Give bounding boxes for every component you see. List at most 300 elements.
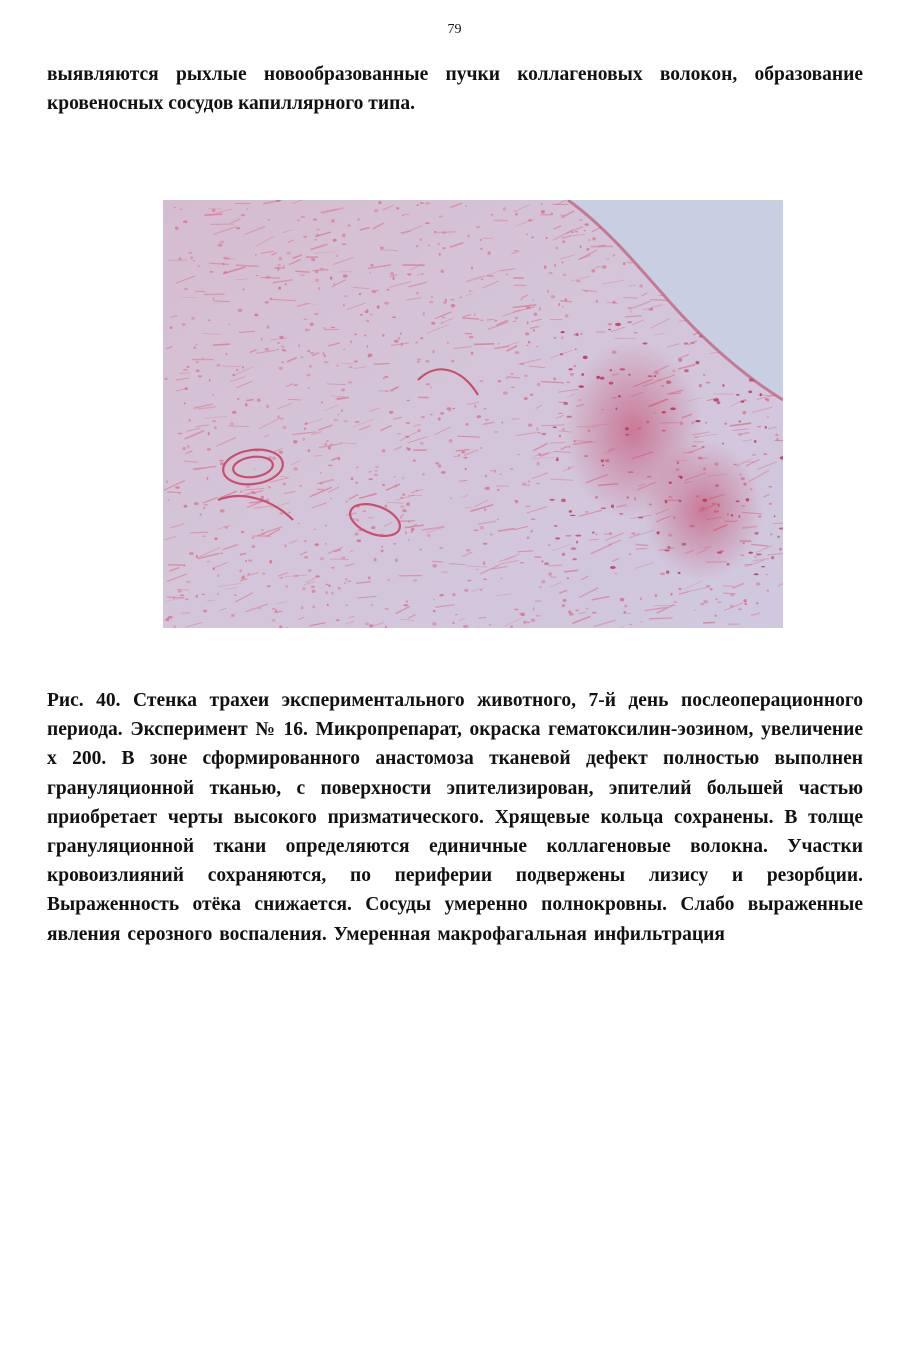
- stained-cell: [279, 611, 283, 613]
- stained-cell: [760, 393, 762, 396]
- stained-cell: [541, 580, 545, 583]
- stained-cell: [212, 209, 216, 212]
- stained-cell: [441, 322, 443, 324]
- stained-cell: [385, 626, 387, 628]
- stained-cell: [779, 548, 782, 551]
- stained-cell: [326, 584, 329, 585]
- stained-cell: [565, 314, 569, 317]
- stained-cell: [738, 433, 742, 436]
- stained-cell: [570, 373, 574, 376]
- stained-cell: [278, 287, 281, 290]
- stained-cell: [318, 287, 320, 290]
- stained-cell: [309, 365, 312, 368]
- stained-cell: [441, 270, 445, 273]
- stained-cell: [754, 556, 757, 558]
- stained-cell: [392, 277, 394, 280]
- stained-cell: [474, 405, 476, 408]
- stained-cell: [556, 457, 559, 460]
- stained-cell: [547, 290, 549, 293]
- stained-cell: [576, 541, 578, 544]
- stained-cell: [395, 484, 397, 487]
- stained-cell: [450, 299, 454, 300]
- stained-cell: [418, 429, 421, 432]
- stained-cell: [314, 529, 316, 530]
- stained-cell: [217, 593, 219, 596]
- stained-cell: [567, 577, 569, 579]
- stained-cell: [763, 453, 767, 455]
- stained-cell: [303, 319, 307, 321]
- stained-cell: [333, 283, 335, 284]
- stained-cell: [223, 256, 226, 258]
- stained-cell: [584, 290, 587, 292]
- stained-cell: [524, 397, 528, 400]
- stained-cell: [411, 492, 415, 493]
- stained-cell: [770, 533, 772, 536]
- stained-cell: [198, 265, 200, 267]
- stained-cell: [505, 377, 508, 378]
- stained-cell: [320, 472, 322, 474]
- stained-cell: [740, 401, 744, 403]
- collagen-fiber: [723, 586, 733, 587]
- stained-cell: [621, 626, 623, 627]
- stained-cell: [266, 276, 271, 279]
- stained-cell: [354, 333, 357, 335]
- stained-cell: [402, 509, 406, 512]
- stained-cell: [293, 467, 298, 470]
- stained-cell: [341, 557, 345, 559]
- stained-cell: [624, 605, 627, 608]
- stained-cell: [417, 358, 421, 360]
- stained-cell: [310, 323, 314, 326]
- stained-cell: [674, 601, 678, 603]
- stained-cell: [609, 532, 611, 535]
- stained-cell: [710, 588, 713, 590]
- stained-cell: [439, 215, 443, 217]
- collagen-fiber: [550, 443, 566, 444]
- stained-cell: [355, 519, 359, 522]
- collagen-fiber: [623, 298, 637, 299]
- stained-cell: [265, 348, 270, 351]
- stained-cell: [413, 459, 416, 462]
- stained-cell: [639, 284, 643, 287]
- stained-cell: [401, 343, 403, 346]
- stained-cell: [348, 381, 352, 383]
- stained-cell: [542, 560, 544, 562]
- stained-cell: [767, 416, 769, 417]
- stained-cell: [406, 422, 410, 424]
- stained-cell: [420, 337, 423, 339]
- stained-cell: [569, 613, 574, 616]
- stained-cell: [562, 553, 565, 556]
- stained-cell: [397, 433, 401, 434]
- stained-cell: [440, 412, 444, 415]
- stained-cell: [239, 570, 242, 573]
- stained-cell: [426, 383, 430, 385]
- stained-cell: [342, 234, 346, 237]
- stained-cell: [756, 553, 762, 555]
- stained-cell: [312, 606, 315, 609]
- stained-cell: [531, 236, 534, 238]
- stained-cell: [528, 341, 530, 344]
- stained-cell: [566, 381, 570, 383]
- stained-cell: [466, 423, 469, 426]
- stained-cell: [304, 556, 308, 559]
- stained-cell: [432, 622, 437, 625]
- stained-cell: [530, 394, 533, 396]
- stained-cell: [201, 594, 205, 595]
- stained-cell: [718, 602, 722, 603]
- stained-cell: [285, 544, 287, 547]
- stained-cell: [248, 559, 253, 561]
- stained-cell: [380, 247, 384, 250]
- stained-cell: [706, 585, 710, 587]
- stained-cell: [608, 329, 611, 330]
- stained-cell: [393, 543, 396, 545]
- stained-cell: [382, 449, 386, 452]
- stained-cell: [246, 209, 248, 210]
- stained-cell: [584, 223, 588, 225]
- stained-cell: [558, 303, 560, 306]
- stained-cell: [382, 334, 384, 337]
- stained-cell: [262, 572, 266, 575]
- stained-cell: [272, 619, 276, 622]
- stained-cell: [678, 359, 682, 362]
- stained-cell: [528, 481, 530, 483]
- stained-cell: [559, 435, 561, 438]
- stained-cell: [510, 625, 513, 627]
- stained-cell: [775, 434, 779, 436]
- stained-cell: [422, 473, 424, 476]
- stained-cell: [483, 543, 488, 545]
- stained-cell: [586, 608, 589, 610]
- stained-cell: [491, 214, 494, 216]
- stained-cell: [386, 289, 389, 291]
- figure-label: Рис. 40.: [47, 690, 121, 711]
- stained-cell: [554, 337, 556, 339]
- stained-cell: [453, 456, 457, 458]
- collagen-fiber: [703, 622, 715, 623]
- stained-cell: [466, 625, 468, 628]
- stained-cell: [279, 257, 283, 261]
- stained-cell: [595, 533, 597, 535]
- stained-cell: [767, 398, 770, 401]
- stained-cell: [484, 408, 487, 409]
- stained-cell: [241, 577, 245, 579]
- stained-cell: [480, 319, 484, 321]
- stained-cell: [480, 526, 484, 529]
- stained-cell: [407, 400, 410, 401]
- stained-cell: [481, 447, 483, 449]
- stained-cell: [395, 559, 398, 562]
- stained-cell: [655, 594, 658, 597]
- stained-cell: [433, 350, 435, 353]
- stained-cell: [458, 454, 460, 457]
- stained-cell: [488, 252, 491, 255]
- stained-cell: [385, 391, 388, 392]
- stained-cell: [429, 301, 434, 303]
- collagen-fiber: [650, 300, 667, 301]
- stained-cell: [237, 398, 239, 400]
- stained-cell: [368, 471, 372, 473]
- stained-cell: [531, 530, 533, 533]
- stained-cell: [247, 573, 250, 574]
- stained-cell: [476, 226, 481, 228]
- stained-cell: [308, 449, 311, 452]
- collagen-fiber: [474, 344, 494, 345]
- stained-cell: [200, 514, 202, 516]
- stained-cell: [283, 265, 285, 268]
- stained-cell: [571, 547, 577, 550]
- stained-cell: [326, 440, 328, 442]
- stained-cell: [417, 204, 419, 206]
- stained-cell: [608, 323, 612, 326]
- stained-cell: [394, 340, 398, 343]
- stained-cell: [485, 475, 487, 478]
- stained-cell: [375, 466, 379, 468]
- stained-cell: [536, 483, 540, 484]
- collagen-fiber: [204, 214, 222, 215]
- stained-cell: [217, 364, 221, 367]
- stained-cell: [372, 291, 376, 293]
- stained-cell: [281, 362, 284, 364]
- stained-cell: [272, 608, 275, 610]
- collagen-fiber: [195, 291, 205, 292]
- stained-cell: [569, 510, 572, 513]
- stained-cell: [374, 209, 378, 212]
- stained-cell: [592, 269, 596, 272]
- stained-cell: [670, 593, 672, 596]
- stained-cell: [602, 265, 606, 269]
- collagen-fiber: [184, 461, 198, 462]
- stained-cell: [561, 336, 563, 339]
- stained-cell: [471, 266, 473, 269]
- stained-cell: [350, 477, 353, 480]
- micrograph-figure: [163, 200, 783, 628]
- stained-cell: [573, 365, 576, 367]
- stained-cell: [690, 342, 695, 344]
- stained-cell: [246, 485, 249, 487]
- stained-cell: [448, 410, 452, 412]
- stained-cell: [368, 355, 371, 358]
- stained-cell: [422, 274, 424, 275]
- stained-cell: [304, 540, 307, 542]
- stained-cell: [330, 276, 333, 279]
- stained-cell: [209, 379, 211, 382]
- stained-cell: [536, 346, 539, 348]
- stained-cell: [183, 564, 185, 566]
- stained-cell: [534, 313, 538, 316]
- stained-cell: [203, 507, 205, 509]
- stained-cell: [490, 533, 492, 535]
- stained-cell: [181, 323, 185, 326]
- stained-cell: [699, 384, 702, 387]
- stained-cell: [461, 451, 465, 454]
- stained-cell: [555, 537, 560, 539]
- stained-cell: [420, 238, 422, 241]
- stained-cell: [568, 611, 571, 614]
- collagen-fiber: [246, 400, 253, 401]
- stained-cell: [463, 457, 467, 459]
- stained-cell: [411, 530, 413, 533]
- stained-cell: [179, 257, 182, 260]
- stained-cell: [551, 295, 555, 298]
- stained-cell: [483, 562, 486, 565]
- stained-cell: [328, 446, 331, 450]
- stained-cell: [596, 300, 599, 303]
- stained-cell: [297, 219, 300, 221]
- collagen-fiber: [207, 600, 215, 601]
- stained-cell: [717, 401, 721, 404]
- stained-cell: [338, 587, 341, 590]
- stained-cell: [348, 224, 351, 227]
- stained-cell: [213, 298, 215, 300]
- stained-cell: [184, 402, 186, 404]
- stained-cell: [480, 248, 483, 250]
- stained-cell: [342, 244, 346, 245]
- stained-cell: [313, 218, 317, 221]
- stained-cell: [452, 593, 455, 596]
- stained-cell: [402, 493, 405, 496]
- stained-cell: [378, 201, 381, 204]
- stained-cell: [430, 386, 432, 388]
- stained-cell: [402, 514, 404, 516]
- stained-cell: [315, 279, 319, 283]
- stained-cell: [531, 619, 535, 622]
- stained-cell: [184, 505, 188, 508]
- stained-cell: [328, 465, 333, 467]
- stained-cell: [347, 580, 351, 582]
- stained-cell: [186, 581, 190, 583]
- stained-cell: [343, 274, 348, 277]
- stained-cell: [497, 489, 500, 491]
- stained-cell: [333, 239, 337, 242]
- stained-cell: [280, 417, 284, 419]
- stained-cell: [742, 411, 746, 414]
- stained-cell: [368, 576, 371, 579]
- stained-cell: [526, 506, 531, 508]
- stained-cell: [371, 526, 375, 529]
- stained-cell: [283, 426, 287, 429]
- stained-cell: [185, 599, 189, 601]
- stained-cell: [207, 477, 209, 480]
- stained-cell: [334, 419, 338, 421]
- stained-cell: [326, 591, 328, 594]
- stained-cell: [442, 231, 446, 234]
- stained-cell: [207, 448, 211, 451]
- stained-cell: [279, 513, 283, 515]
- stained-cell: [738, 421, 741, 423]
- stained-cell: [544, 265, 547, 268]
- stained-cell: [627, 321, 632, 323]
- stained-cell: [528, 423, 532, 426]
- stained-cell: [443, 301, 447, 303]
- stained-cell: [562, 240, 565, 243]
- stained-cell: [315, 575, 320, 577]
- stained-cell: [549, 499, 554, 501]
- stained-cell: [293, 384, 298, 385]
- stained-cell: [382, 484, 385, 486]
- stained-cell: [321, 401, 323, 403]
- stained-cell: [344, 582, 346, 584]
- stained-cell: [254, 468, 256, 469]
- stained-cell: [301, 216, 306, 217]
- stained-cell: [610, 566, 616, 569]
- stained-cell: [207, 561, 211, 563]
- stained-cell: [277, 415, 280, 418]
- stained-cell: [377, 305, 380, 309]
- stained-cell: [554, 264, 556, 267]
- stained-cell: [303, 236, 307, 238]
- stained-cell: [640, 597, 642, 600]
- stained-cell: [629, 553, 631, 555]
- stained-cell: [592, 237, 596, 240]
- stained-cell: [183, 369, 188, 371]
- stained-cell: [423, 312, 425, 315]
- stained-cell: [307, 350, 310, 352]
- stained-cell: [615, 323, 621, 326]
- stained-cell: [624, 611, 626, 614]
- stained-cell: [767, 590, 770, 592]
- stained-cell: [267, 585, 271, 587]
- stained-cell: [551, 213, 553, 216]
- stained-cell: [217, 574, 219, 577]
- stained-cell: [251, 491, 254, 493]
- stained-cell: [265, 301, 269, 304]
- stained-cell: [714, 615, 717, 617]
- stained-cell: [275, 609, 277, 612]
- stained-cell: [474, 313, 476, 317]
- micrograph-image: [163, 200, 783, 628]
- stained-cell: [525, 332, 529, 335]
- stained-cell: [514, 609, 519, 611]
- stained-cell: [574, 334, 576, 336]
- page-number: 79: [447, 22, 462, 37]
- figure-caption: [47, 686, 863, 949]
- stained-cell: [301, 606, 304, 609]
- stained-cell: [178, 433, 183, 435]
- stained-cell: [606, 258, 609, 259]
- stained-cell: [684, 342, 689, 344]
- stained-cell: [477, 415, 481, 418]
- stained-cell: [393, 476, 396, 478]
- stained-cell: [416, 245, 419, 247]
- stained-cell: [255, 254, 257, 256]
- stained-cell: [568, 368, 572, 370]
- stained-cell: [558, 413, 563, 414]
- stained-cell: [400, 506, 404, 508]
- collagen-fiber: [168, 260, 188, 261]
- stained-cell: [408, 521, 410, 523]
- stained-cell: [266, 405, 269, 409]
- stained-cell: [536, 427, 539, 430]
- stained-cell: [285, 283, 287, 285]
- stained-cell: [210, 271, 214, 273]
- stained-cell: [439, 253, 441, 256]
- stained-cell: [366, 345, 368, 348]
- stained-cell: [515, 317, 519, 320]
- stained-cell: [406, 502, 410, 506]
- stained-cell: [328, 585, 330, 587]
- stained-cell: [771, 556, 774, 559]
- stained-cell: [196, 555, 198, 558]
- stained-cell: [420, 202, 424, 204]
- stained-cell: [441, 471, 446, 474]
- stained-cell: [371, 604, 373, 606]
- stained-cell: [298, 522, 300, 524]
- stained-cell: [738, 609, 742, 610]
- stained-cell: [183, 220, 187, 223]
- stained-cell: [283, 350, 287, 351]
